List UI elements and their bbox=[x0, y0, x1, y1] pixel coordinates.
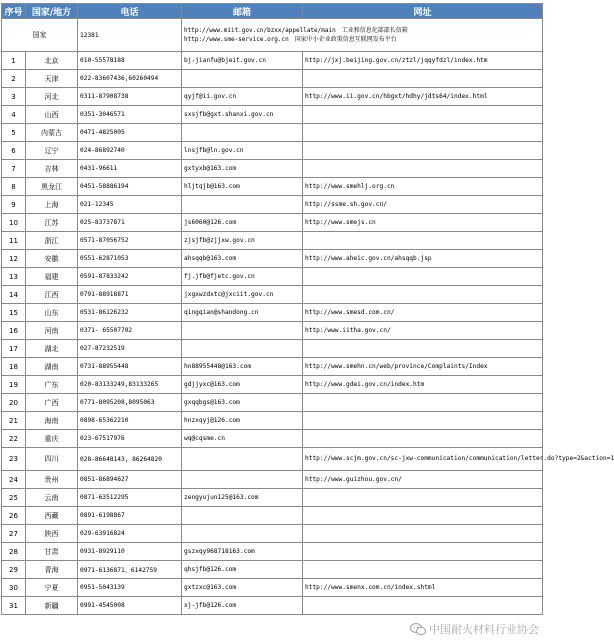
row-url[interactable]: http://www.aheic.gov.cn/ahsqqb.jsp bbox=[303, 250, 543, 268]
table-row bbox=[2, 448, 543, 471]
table-row bbox=[2, 579, 543, 597]
row-email[interactable]: gdjjyxc@163.com bbox=[182, 376, 303, 394]
row-url bbox=[303, 124, 543, 142]
row-province: 海南 bbox=[26, 412, 78, 430]
row-province: 四川 bbox=[26, 448, 78, 471]
row-phone: 028-86648143, 86264820 bbox=[78, 448, 182, 471]
table-row bbox=[2, 124, 543, 142]
row-province: 青海 bbox=[26, 561, 78, 579]
row-phone: 0571-87056752 bbox=[78, 232, 182, 250]
row-province: 河南 bbox=[26, 322, 78, 340]
row-number: 28 bbox=[2, 543, 26, 561]
row-number: 8 bbox=[2, 178, 26, 196]
row-url[interactable]: http://www.smehlj.org.cn bbox=[303, 178, 543, 196]
row-phone: 0891-6198867 bbox=[78, 507, 182, 525]
row-phone: 023-67517976 bbox=[78, 430, 182, 448]
national-line-1 bbox=[184, 26, 540, 35]
national-links bbox=[182, 19, 543, 52]
row-phone: 0771-8095208,8095063 bbox=[78, 394, 182, 412]
row-url bbox=[303, 597, 543, 615]
table-row bbox=[2, 543, 543, 561]
row-url bbox=[303, 543, 543, 561]
row-phone: 0851-86894627 bbox=[78, 471, 182, 489]
row-url[interactable]: http://www.smehn.cn/web/province/Complaints/Index bbox=[303, 358, 543, 376]
table-row bbox=[2, 340, 543, 358]
row-email bbox=[182, 124, 303, 142]
row-email bbox=[182, 322, 303, 340]
table-row bbox=[2, 160, 543, 178]
row-number: 30 bbox=[2, 579, 26, 597]
row-province: 安徽 bbox=[26, 250, 78, 268]
table-body bbox=[2, 19, 614, 615]
row-province: 浙江 bbox=[26, 232, 78, 250]
row-email[interactable]: xj-jfb@126.com bbox=[182, 597, 303, 615]
row-number: 1 bbox=[2, 52, 26, 70]
table-row bbox=[2, 525, 543, 543]
row-email bbox=[182, 525, 303, 543]
row-number: 15 bbox=[2, 304, 26, 322]
row-email[interactable]: fj.jfb@fjetc.gov.cn bbox=[182, 268, 303, 286]
row-email[interactable]: qyjf@ii.gov.cn bbox=[182, 88, 303, 106]
header-no: 序号 bbox=[2, 4, 26, 19]
row-province: 内蒙古 bbox=[26, 124, 78, 142]
table-row bbox=[2, 142, 543, 160]
row-url bbox=[303, 412, 543, 430]
row-province: 西藏 bbox=[26, 507, 78, 525]
row-url[interactable]: http://www.ii.gov.cn/hbgxt/hdhy/jdts64/index.html bbox=[303, 88, 543, 106]
row-phone: 025-83737871 bbox=[78, 214, 182, 232]
row-email[interactable]: gxtzxc@163.com bbox=[182, 579, 303, 597]
row-url bbox=[303, 525, 543, 543]
row-province: 湖北 bbox=[26, 340, 78, 358]
row-email[interactable]: gszxqy968718163.com bbox=[182, 543, 303, 561]
row-url[interactable]: http://www.scjm.gov.cn/sc-jxw-communication/communication/letter.do?type=2&action=1 bbox=[303, 448, 543, 471]
row-phone: 0991-4545008 bbox=[78, 597, 182, 615]
row-email bbox=[182, 196, 303, 214]
row-email[interactable]: qhsjfb@126.com bbox=[182, 561, 303, 579]
table-row bbox=[2, 88, 543, 106]
row-phone: 029-63916824 bbox=[78, 525, 182, 543]
header-province: 国家/地方 bbox=[26, 4, 78, 19]
watermark bbox=[410, 621, 539, 637]
row-phone: 021-12345 bbox=[78, 196, 182, 214]
row-phone: 0871-63512295 bbox=[78, 489, 182, 507]
row-phone: 0371- 65507702 bbox=[78, 322, 182, 340]
row-email[interactable]: wq@cqsme.cn bbox=[182, 430, 303, 448]
row-province: 河北 bbox=[26, 88, 78, 106]
table-row bbox=[2, 358, 543, 376]
row-phone: 0951-5043139 bbox=[78, 579, 182, 597]
row-province: 山西 bbox=[26, 106, 78, 124]
row-number: 16 bbox=[2, 322, 26, 340]
table-row bbox=[2, 304, 543, 322]
row-number: 26 bbox=[2, 507, 26, 525]
row-number: 20 bbox=[2, 394, 26, 412]
row-province: 云南 bbox=[26, 489, 78, 507]
row-phone: 0971-6136871、6142759 bbox=[78, 561, 182, 579]
row-url[interactable]: http://jxj.beijing.gov.cn/ztzl/jqqyfdzl/index.htm bbox=[303, 52, 543, 70]
national-label: 国家 bbox=[2, 19, 78, 52]
header-email: 邮箱 bbox=[182, 4, 303, 19]
row-email bbox=[182, 340, 303, 358]
row-email bbox=[182, 70, 303, 88]
row-email[interactable]: js6060@126.com bbox=[182, 214, 303, 232]
row-phone: 0471-4825005 bbox=[78, 124, 182, 142]
row-url bbox=[303, 232, 543, 250]
table-row bbox=[2, 178, 543, 196]
row-province: 吉林 bbox=[26, 160, 78, 178]
header-url: 网址 bbox=[303, 4, 543, 19]
row-phone: 0531-86126232 bbox=[78, 304, 182, 322]
row-number: 23 bbox=[2, 448, 26, 471]
row-url[interactable]: http://www.guizhou.gov.cn/ bbox=[303, 471, 543, 489]
table-row bbox=[2, 489, 543, 507]
table-row bbox=[2, 412, 543, 430]
table-row bbox=[2, 394, 543, 412]
table-row bbox=[2, 70, 543, 88]
row-email[interactable]: hnzxqyj@126.com bbox=[182, 412, 303, 430]
row-province: 北京 bbox=[26, 52, 78, 70]
row-url bbox=[303, 70, 543, 88]
table-row bbox=[2, 106, 543, 124]
table-row bbox=[2, 268, 543, 286]
row-number: 12 bbox=[2, 250, 26, 268]
table-row bbox=[2, 250, 543, 268]
header-phone: 电话 bbox=[78, 4, 182, 19]
row-email bbox=[182, 507, 303, 525]
table-row bbox=[2, 507, 543, 525]
row-email[interactable]: hn88955448@163.com bbox=[182, 358, 303, 376]
row-number: 4 bbox=[2, 106, 26, 124]
table-row bbox=[2, 376, 543, 394]
row-number: 7 bbox=[2, 160, 26, 178]
table-row bbox=[2, 561, 543, 579]
row-url bbox=[303, 489, 543, 507]
row-province: 上海 bbox=[26, 196, 78, 214]
table-row bbox=[2, 52, 543, 70]
row-email[interactable]: zengyujun125@163.com bbox=[182, 489, 303, 507]
row-number: 3 bbox=[2, 88, 26, 106]
row-email[interactable]: ahsqqb@163.com bbox=[182, 250, 303, 268]
row-phone: 0791-88918871 bbox=[78, 286, 182, 304]
row-phone: 024-86892740 bbox=[78, 142, 182, 160]
row-email[interactable]: zjsjfb@zjjxw.gov.cn bbox=[182, 232, 303, 250]
row-number: 13 bbox=[2, 268, 26, 286]
row-phone: 0551-62871053 bbox=[78, 250, 182, 268]
row-province: 广东 bbox=[26, 376, 78, 394]
row-url bbox=[303, 106, 543, 124]
row-url bbox=[303, 561, 543, 579]
row-phone: 022-83607436,60260494 bbox=[78, 70, 182, 88]
row-number: 14 bbox=[2, 286, 26, 304]
row-number: 6 bbox=[2, 142, 26, 160]
row-province: 江苏 bbox=[26, 214, 78, 232]
row-phone: 010-55578188 bbox=[78, 52, 182, 70]
row-number: 5 bbox=[2, 124, 26, 142]
table-row bbox=[2, 322, 543, 340]
table-row bbox=[2, 232, 543, 250]
row-phone: 0431-96611 bbox=[78, 160, 182, 178]
row-phone: 0451-58886194 bbox=[78, 178, 182, 196]
row-number: 9 bbox=[2, 196, 26, 214]
row-url bbox=[303, 286, 543, 304]
watermark-text: 中国耐火材料行业协会 bbox=[429, 623, 539, 636]
row-url bbox=[303, 142, 543, 160]
row-province: 陕西 bbox=[26, 525, 78, 543]
table-row bbox=[2, 214, 543, 232]
row-province: 黑龙江 bbox=[26, 178, 78, 196]
row-phone: 0351-3046571 bbox=[78, 106, 182, 124]
row-number: 17 bbox=[2, 340, 26, 358]
row-url bbox=[303, 507, 543, 525]
row-number: 22 bbox=[2, 430, 26, 448]
row-phone: 0311-87908738 bbox=[78, 88, 182, 106]
row-url bbox=[303, 394, 543, 412]
row-phone: 0931-8929110 bbox=[78, 543, 182, 561]
row-email[interactable]: lnsjfb@ln.gov.cn bbox=[182, 142, 303, 160]
row-province: 宁夏 bbox=[26, 579, 78, 597]
row-province: 福建 bbox=[26, 268, 78, 286]
row-email[interactable]: jxgxwzdxtc@jxciit.gov.cn bbox=[182, 286, 303, 304]
row-number: 31 bbox=[2, 597, 26, 615]
national-url-1[interactable]: http://www.miit.gov.cn/bzxx/appellate/main bbox=[184, 27, 336, 34]
row-email[interactable]: gxqqbgs@163.com bbox=[182, 394, 303, 412]
row-phone: 0591-87833242 bbox=[78, 268, 182, 286]
row-province: 辽宁 bbox=[26, 142, 78, 160]
row-email bbox=[182, 448, 303, 471]
row-number: 21 bbox=[2, 412, 26, 430]
national-url-2[interactable]: http://www.sme-service.org.cn bbox=[184, 36, 289, 43]
row-phone: 0731-88955448 bbox=[78, 358, 182, 376]
row-number: 2 bbox=[2, 70, 26, 88]
row-url[interactable]: http://www.smesd.com.cn/ bbox=[303, 304, 543, 322]
national-row bbox=[2, 19, 543, 52]
row-province: 江西 bbox=[26, 286, 78, 304]
row-email bbox=[182, 471, 303, 489]
national-org-1: 工业和信息化部部长信箱 bbox=[341, 27, 408, 34]
national-org-2: 国家中小企业政策信息互联网发布平台 bbox=[294, 36, 397, 43]
row-url[interactable]: http://www.smejs.cn bbox=[303, 214, 543, 232]
row-phone: 027-87232519 bbox=[78, 340, 182, 358]
row-number: 25 bbox=[2, 489, 26, 507]
row-province: 天津 bbox=[26, 70, 78, 88]
wechat-icon bbox=[410, 622, 426, 636]
table-row bbox=[2, 286, 543, 304]
row-phone: 020-83133249,83133265 bbox=[78, 376, 182, 394]
row-province: 贵州 bbox=[26, 471, 78, 489]
row-number: 11 bbox=[2, 232, 26, 250]
row-province: 山东 bbox=[26, 304, 78, 322]
table-row bbox=[2, 430, 543, 448]
row-number: 29 bbox=[2, 561, 26, 579]
row-email[interactable]: gxtyxb@163.com bbox=[182, 160, 303, 178]
table-row bbox=[2, 196, 543, 214]
row-url bbox=[303, 340, 543, 358]
row-email[interactable]: bj-jianfu@bjeit.gov.cn bbox=[182, 52, 303, 70]
row-number: 27 bbox=[2, 525, 26, 543]
row-province: 广西 bbox=[26, 394, 78, 412]
row-url[interactable]: http:/www.iitha.gov.cn/ bbox=[303, 322, 543, 340]
row-email[interactable]: qingqian@shandong.cn bbox=[182, 304, 303, 322]
header-row bbox=[2, 4, 543, 19]
row-province: 甘肃 bbox=[26, 543, 78, 561]
contact-table bbox=[1, 3, 614, 615]
national-phone: 12381 bbox=[78, 19, 182, 52]
row-email[interactable]: hljtqjb@163.com bbox=[182, 178, 303, 196]
row-url bbox=[303, 268, 543, 286]
row-province: 新疆 bbox=[26, 597, 78, 615]
row-number: 18 bbox=[2, 358, 26, 376]
row-number: 24 bbox=[2, 471, 26, 489]
row-url[interactable]: http://www.smenx.com.cn/index.shtml bbox=[303, 579, 543, 597]
row-number: 10 bbox=[2, 214, 26, 232]
table-row bbox=[2, 471, 543, 489]
row-phone: 0898-65362210 bbox=[78, 412, 182, 430]
row-email[interactable]: sxsjfb@gxt.shanxi.gov.cn bbox=[182, 106, 303, 124]
row-url[interactable]: http://ssme.sh.gov.cn/ bbox=[303, 196, 543, 214]
row-province: 重庆 bbox=[26, 430, 78, 448]
row-url bbox=[303, 430, 543, 448]
row-province: 湖南 bbox=[26, 358, 78, 376]
row-number: 19 bbox=[2, 376, 26, 394]
row-url[interactable]: http://www.gdei.gov.cn/index.htm bbox=[303, 376, 543, 394]
row-url bbox=[303, 160, 543, 178]
national-line-2 bbox=[184, 35, 540, 44]
table-row bbox=[2, 597, 543, 615]
